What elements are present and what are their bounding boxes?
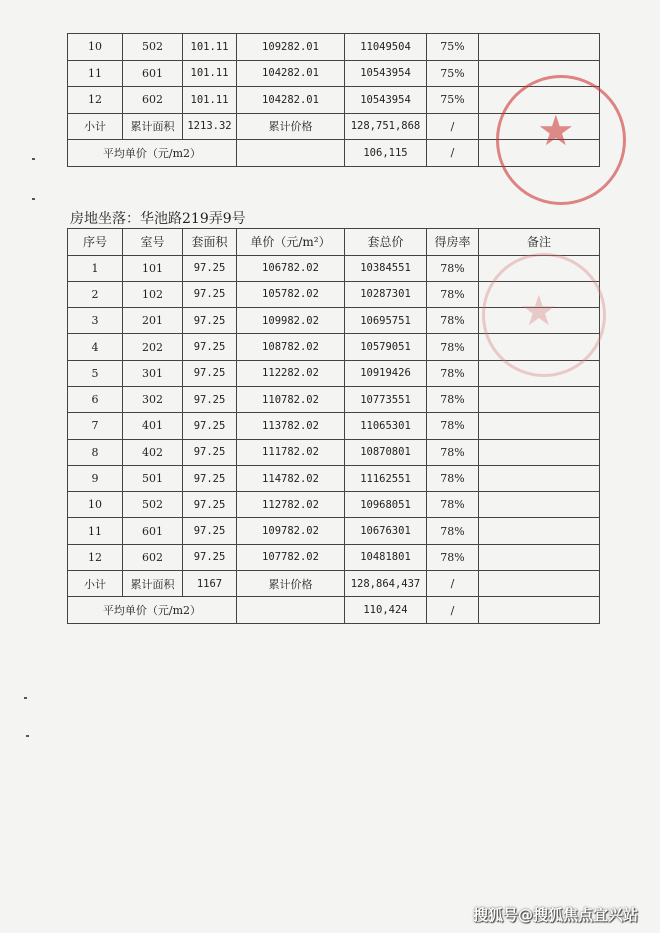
table-cell: 10676301 <box>345 518 427 544</box>
table-cell: / <box>427 140 479 167</box>
table-cell: / <box>427 113 479 140</box>
table-cell: 113782.02 <box>237 413 345 439</box>
table-cell: 78% <box>427 544 479 570</box>
table-cell: 109982.02 <box>237 308 345 334</box>
table-cell: 97.25 <box>183 544 237 570</box>
table-cell: 78% <box>427 465 479 491</box>
table-cell: 78% <box>427 386 479 412</box>
table-cell: 78% <box>427 413 479 439</box>
table-row <box>68 492 600 518</box>
column-header: 单价（元/m²） <box>237 229 345 256</box>
table-cell: 1 <box>68 255 123 281</box>
column-header: 得房率 <box>427 229 479 256</box>
table-cell: 110782.02 <box>237 386 345 412</box>
table-cell: 109282.01 <box>237 34 345 61</box>
table-cell <box>479 465 600 491</box>
table-cell <box>479 544 600 570</box>
table-cell: 501 <box>123 465 183 491</box>
table-cell: 109782.02 <box>237 518 345 544</box>
column-header: 套面积 <box>183 229 237 256</box>
table-cell: 106,115 <box>345 140 427 167</box>
table-cell: 9 <box>68 465 123 491</box>
table-cell: 75% <box>427 34 479 61</box>
table-cell: 累计价格 <box>237 571 345 597</box>
table-cell: 78% <box>427 439 479 465</box>
table-cell: 112282.02 <box>237 360 345 386</box>
table-cell: 10384551 <box>345 255 427 281</box>
table-cell: 小计 <box>68 113 123 140</box>
table-cell: 1213.32 <box>183 113 237 140</box>
table-cell: 78% <box>427 518 479 544</box>
property-location: 房地坐落：华池路219弄9号 <box>70 211 246 227</box>
table-cell: 11065301 <box>345 413 427 439</box>
table-cell: 601 <box>123 518 183 544</box>
table-cell <box>479 413 600 439</box>
table-cell: 301 <box>123 360 183 386</box>
seal-star-icon: ★ <box>537 106 575 155</box>
table-cell: 11162551 <box>345 465 427 491</box>
table-cell: 10481801 <box>345 544 427 570</box>
table-cell: 累计价格 <box>237 113 345 140</box>
table-cell: 104282.01 <box>237 60 345 87</box>
table-cell: 10 <box>68 34 123 61</box>
speck <box>32 198 35 200</box>
table-cell: 601 <box>123 60 183 87</box>
table-cell: 10543954 <box>345 60 427 87</box>
column-header: 室号 <box>123 229 183 256</box>
table-cell: 97.25 <box>183 413 237 439</box>
table-cell: 12 <box>68 544 123 570</box>
table-cell: 1167 <box>183 571 237 597</box>
table-cell: 10870801 <box>345 439 427 465</box>
table-cell: 114782.02 <box>237 465 345 491</box>
table-cell: 平均单价（元/m2） <box>68 140 237 167</box>
table-cell: 78% <box>427 334 479 360</box>
table-cell: 4 <box>68 334 123 360</box>
table-cell: 10 <box>68 492 123 518</box>
table-cell: 78% <box>427 492 479 518</box>
table-cell: 105782.02 <box>237 281 345 307</box>
table-cell: 201 <box>123 308 183 334</box>
table-cell: / <box>427 571 479 597</box>
table-cell: 101.11 <box>183 87 237 114</box>
table-cell <box>479 386 600 412</box>
table-cell: 97.25 <box>183 386 237 412</box>
speck <box>32 158 35 160</box>
table-cell: 75% <box>427 60 479 87</box>
table-cell <box>237 597 345 623</box>
table-cell: 202 <box>123 334 183 360</box>
table-cell: 78% <box>427 360 479 386</box>
table-cell <box>479 34 600 61</box>
table-cell: 10543954 <box>345 87 427 114</box>
table-cell: 11049504 <box>345 34 427 61</box>
table-cell: 5 <box>68 360 123 386</box>
table-cell: 10695751 <box>345 308 427 334</box>
table-cell: 104282.01 <box>237 87 345 114</box>
table-row <box>68 60 600 87</box>
table-row <box>68 413 600 439</box>
table-cell: 101 <box>123 255 183 281</box>
table-cell: 97.25 <box>183 465 237 491</box>
table-row <box>68 439 600 465</box>
table-cell: 402 <box>123 439 183 465</box>
table-row <box>68 544 600 570</box>
table-cell: 10919426 <box>345 360 427 386</box>
table-cell: / <box>427 597 479 623</box>
table-cell <box>237 140 345 167</box>
table-cell: 112782.02 <box>237 492 345 518</box>
table-cell: 97.25 <box>183 281 237 307</box>
table-cell: 97.25 <box>183 439 237 465</box>
table-cell: 401 <box>123 413 183 439</box>
table-cell: 97.25 <box>183 518 237 544</box>
table-row <box>68 386 600 412</box>
table-cell: 101.11 <box>183 34 237 61</box>
table-cell: 602 <box>123 544 183 570</box>
column-header: 套总价 <box>345 229 427 256</box>
table-cell: 110,424 <box>345 597 427 623</box>
column-header: 备注 <box>479 229 600 256</box>
table-cell: 75% <box>427 87 479 114</box>
table-row <box>68 34 600 61</box>
table-row <box>68 518 600 544</box>
column-header: 序号 <box>68 229 123 256</box>
table-cell <box>479 439 600 465</box>
company-seal-faint <box>482 253 606 377</box>
table-cell: 78% <box>427 255 479 281</box>
table-cell: 111782.02 <box>237 439 345 465</box>
table-cell: 11 <box>68 60 123 87</box>
table-cell: 128,864,437 <box>345 571 427 597</box>
watermark: 搜狐号@搜狐焦点宜兴站 <box>472 906 638 924</box>
table-cell: 101.11 <box>183 60 237 87</box>
table-cell: 平均单价（元/m2） <box>68 597 237 623</box>
table-cell: 302 <box>123 386 183 412</box>
table-cell: 累计面积 <box>123 571 183 597</box>
table-cell: 108782.02 <box>237 334 345 360</box>
table-cell: 102 <box>123 281 183 307</box>
table-cell: 累计面积 <box>123 113 183 140</box>
table-cell: 97.25 <box>183 308 237 334</box>
table-cell: 107782.02 <box>237 544 345 570</box>
speck <box>24 697 27 699</box>
table-cell <box>479 518 600 544</box>
table-cell: 10579051 <box>345 334 427 360</box>
table-cell: 97.25 <box>183 255 237 281</box>
table-cell: 97.25 <box>183 492 237 518</box>
table-cell: 8 <box>68 439 123 465</box>
table-cell: 128,751,868 <box>345 113 427 140</box>
table-cell: 2 <box>68 281 123 307</box>
table-cell: 97.25 <box>183 360 237 386</box>
table-header-row <box>68 229 600 256</box>
table-cell: 6 <box>68 386 123 412</box>
subtotal-row <box>68 571 600 597</box>
table-cell: 12 <box>68 87 123 114</box>
table-cell: 78% <box>427 308 479 334</box>
table-cell: 97.25 <box>183 334 237 360</box>
table-cell: 小计 <box>68 571 123 597</box>
table-cell: 10287301 <box>345 281 427 307</box>
table-cell: 7 <box>68 413 123 439</box>
table-cell <box>479 492 600 518</box>
table-cell: 602 <box>123 87 183 114</box>
table-cell <box>479 571 600 597</box>
table-cell: 106782.02 <box>237 255 345 281</box>
table-cell: 11 <box>68 518 123 544</box>
table-cell: 3 <box>68 308 123 334</box>
company-seal <box>496 75 626 205</box>
table-row <box>68 465 600 491</box>
table-cell: 502 <box>123 492 183 518</box>
average-row <box>68 597 600 623</box>
seal-star-icon: ★ <box>520 286 558 335</box>
table-cell: 10968051 <box>345 492 427 518</box>
speck <box>26 735 29 737</box>
table-cell <box>479 597 600 623</box>
table-cell: 78% <box>427 281 479 307</box>
table-cell: 502 <box>123 34 183 61</box>
table-cell: 10773551 <box>345 386 427 412</box>
